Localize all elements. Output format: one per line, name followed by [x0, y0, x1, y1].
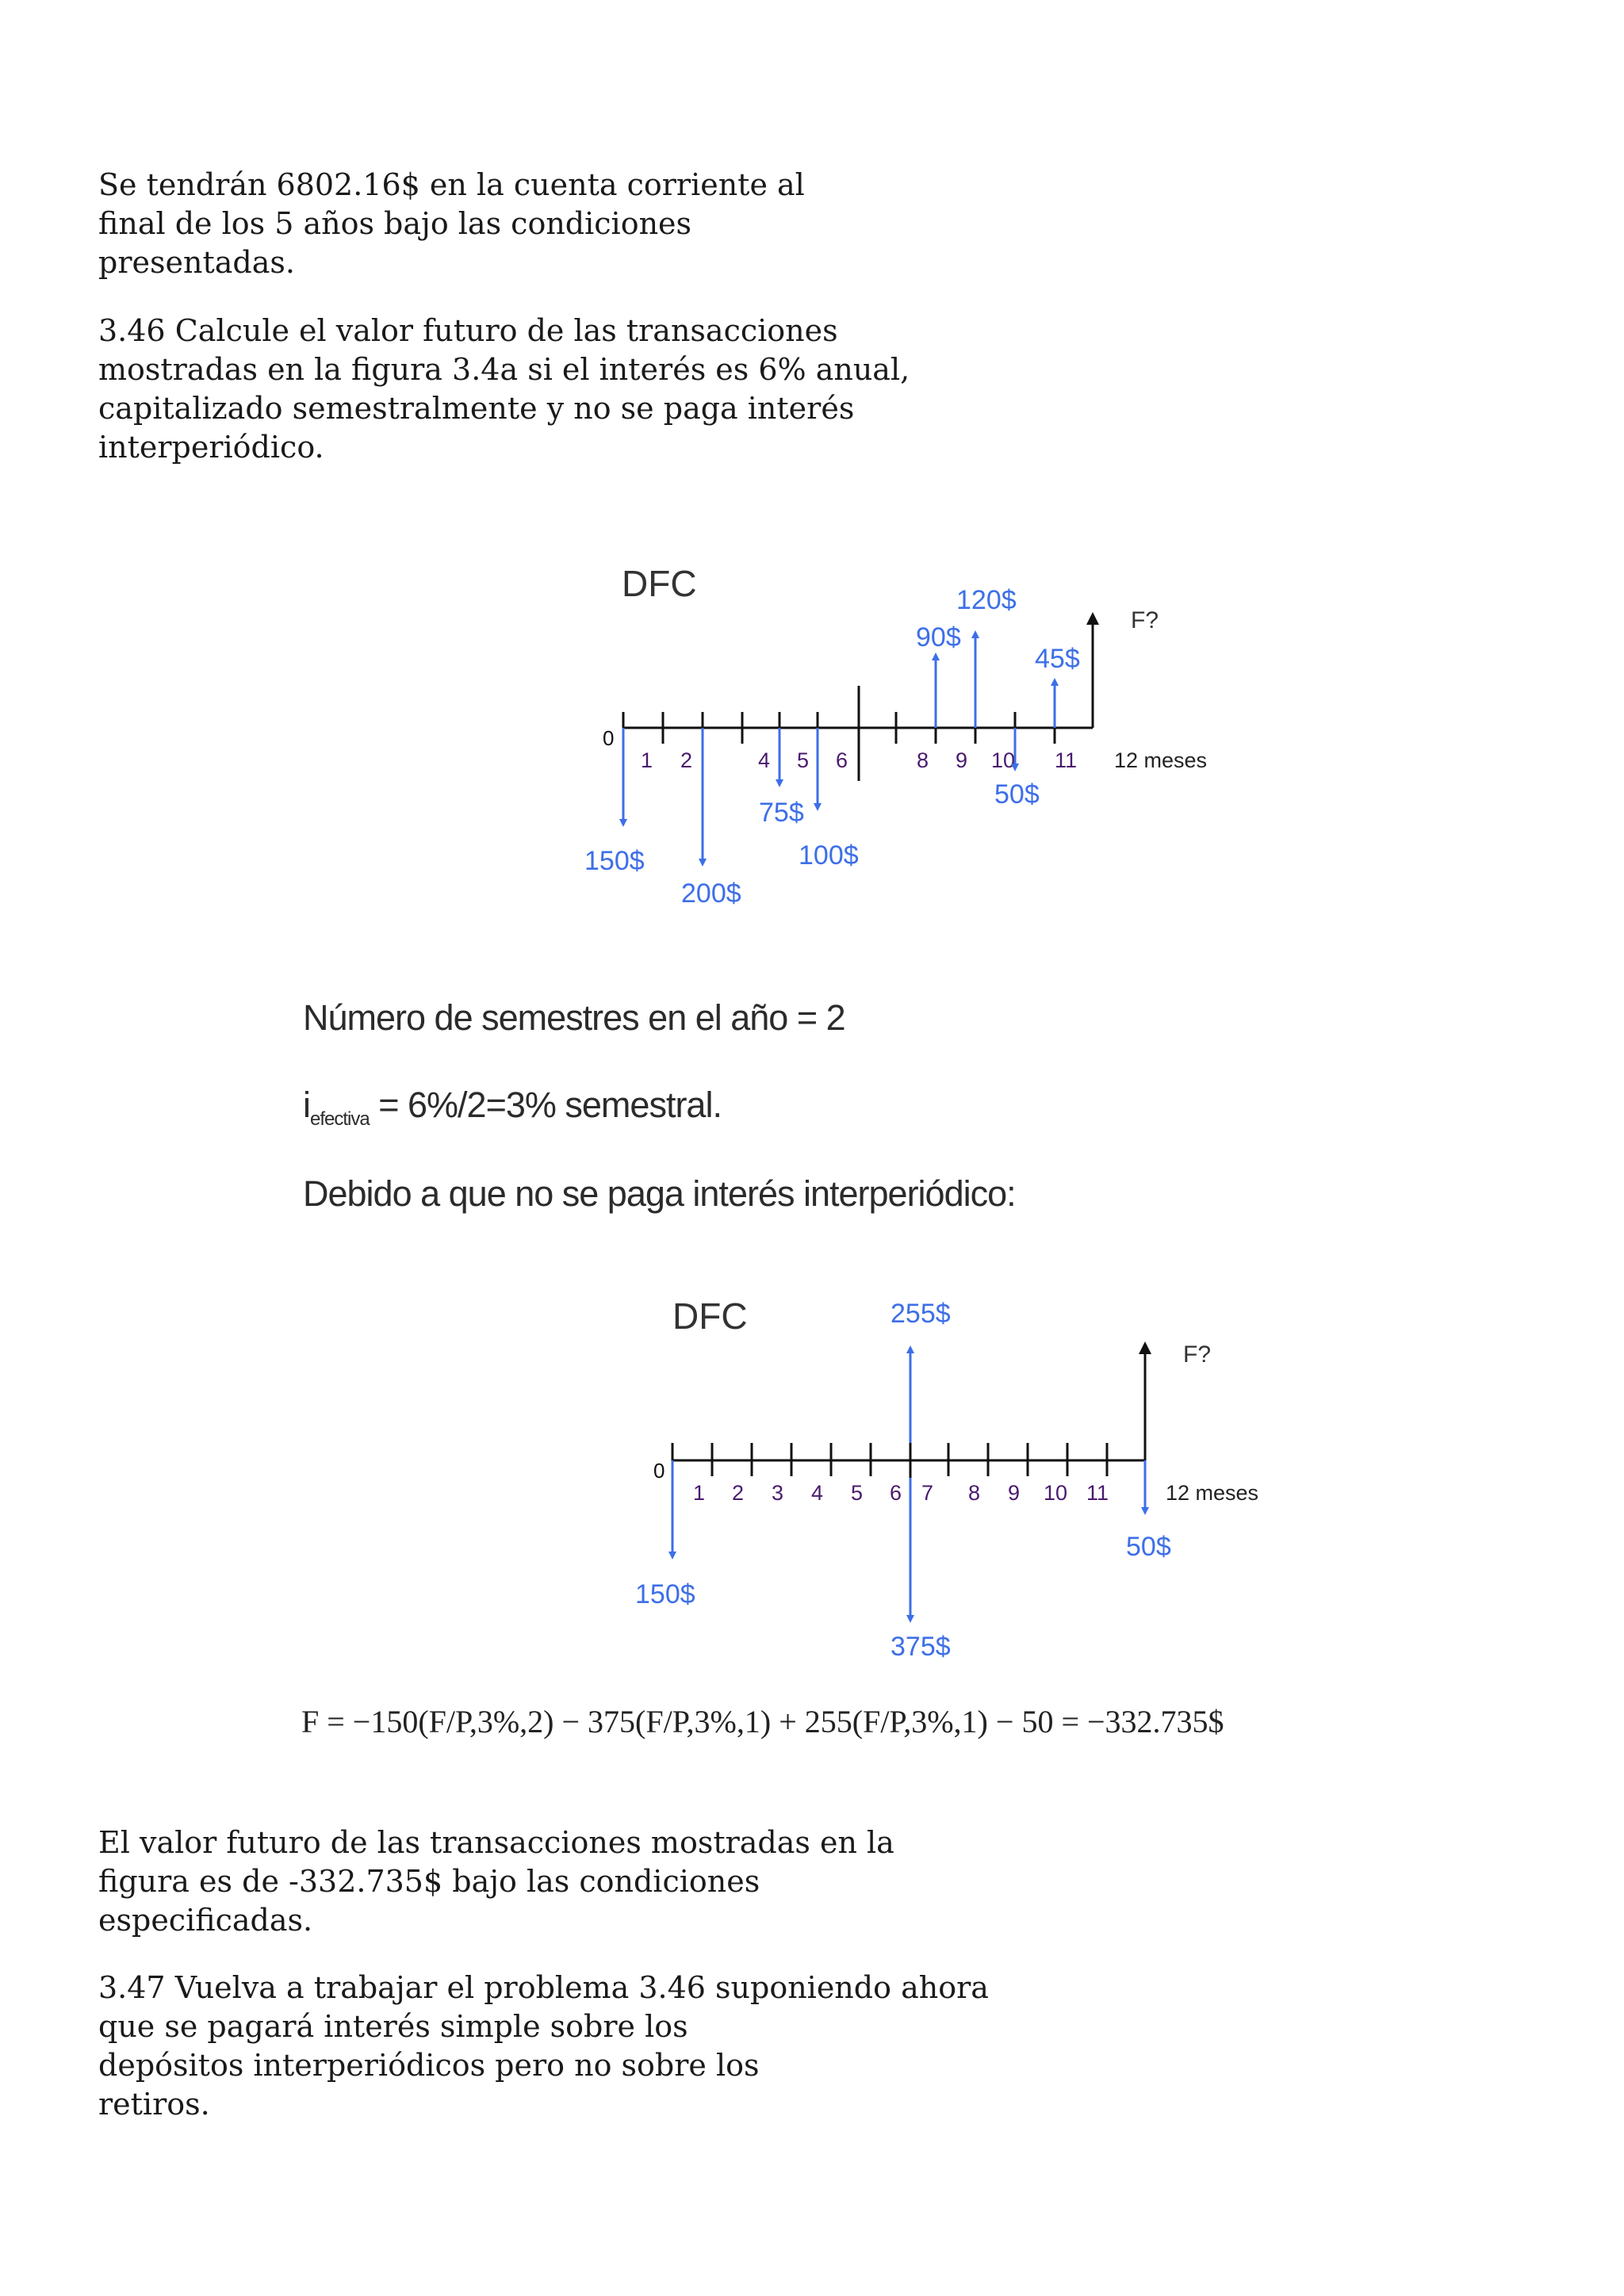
- diagram2-tick-6: 6: [890, 1481, 902, 1505]
- diagram2-tick-4: 4: [811, 1481, 824, 1505]
- intro-line-2: final de los 5 años bajo las condiciones: [98, 206, 692, 241]
- intro-line-3: presentadas.: [98, 245, 295, 280]
- diagram1-amount-45: 45$: [1035, 644, 1080, 674]
- diagram1-tick-9: 9: [956, 748, 968, 772]
- diagram2-tick-9: 9: [1008, 1481, 1021, 1505]
- problem-346-line-3: capitalizado semestralmente y no se paga interés: [98, 391, 855, 426]
- problem-347-statement: [98, 1969, 989, 2124]
- diagram2-amount-375: 375$: [891, 1632, 951, 1662]
- diagram1-tick-10: 10: [991, 748, 1016, 772]
- diagram1-tick-8: 8: [917, 748, 929, 772]
- diagram2-amounts: [635, 1299, 1171, 1662]
- effective-rate-note: [303, 1085, 722, 1131]
- conclusion-paragraph: [98, 1823, 894, 1940]
- diagram1-amount-90: 90$: [916, 622, 961, 652]
- problem-346-line-2: mostradas en la figura 3.4a si el interés es 6% anual,: [98, 352, 910, 387]
- diagram2-tick-labels: [693, 1481, 1109, 1505]
- diagram2-tick-3: 3: [772, 1481, 784, 1505]
- semesters-text: Número de semestres en el año = 2: [303, 997, 845, 1038]
- rate-value: = 6%/2=3% semestral.: [378, 1085, 722, 1125]
- diagram2-tick-1: 1: [693, 1481, 706, 1505]
- diagram2-title: DFC: [672, 1295, 748, 1337]
- diagram2-amount-150: 150$: [635, 1579, 695, 1609]
- problem-347-line-3: depósitos interperiódicos pero no sobre los: [98, 2048, 760, 2083]
- diagram2-tick-11: 11: [1086, 1481, 1109, 1505]
- diagram1-amount-120: 120$: [956, 585, 1017, 615]
- intro-line-1: Se tendrán 6802.16$ en la cuenta corriente al: [98, 167, 805, 202]
- diagram2-amount-255: 255$: [891, 1299, 951, 1329]
- diagram1-title: DFC: [622, 563, 697, 604]
- diagram2-future-label: F?: [1183, 1341, 1212, 1368]
- diagram1-tick-2: 2: [680, 748, 693, 772]
- problem-346-line-1: 3.46 Calcule el valor futuro de las transacciones: [98, 313, 838, 348]
- diagram1-zero-label: 0: [603, 726, 615, 750]
- diagram1-future-label: F?: [1131, 607, 1159, 633]
- diagram1-amount-150: 150$: [584, 846, 645, 876]
- diagram1-tick-6: 6: [836, 748, 848, 772]
- future-value-formula: [301, 1703, 1224, 1740]
- semesters-note: [303, 997, 845, 1039]
- diagram1-amounts: [584, 585, 1080, 909]
- diagram1-tick-4: 4: [758, 748, 771, 772]
- problem-347-line-4: retiros.: [98, 2087, 210, 2122]
- problem-346-line-4: interperiódico.: [98, 430, 324, 465]
- problem-347-line-1: 3.47 Vuelva a trabajar el problema 3.46 suponiendo ahora: [98, 1970, 989, 2005]
- diagram1-amount-100: 100$: [799, 840, 859, 871]
- diagram1-tick-5: 5: [797, 748, 810, 772]
- formula-text: F = −150(F/P,3%,2) − 375(F/P,3%,1) + 255(F/P,3%,1) − 50 = −332.735$: [301, 1704, 1224, 1739]
- rate-symbol: i: [303, 1085, 310, 1125]
- problem-347-line-2: que se pagará interés simple sobre los: [98, 2009, 688, 2044]
- conclusion-line-3: especificadas.: [98, 1903, 313, 1938]
- conclusion-line-2: figura es de -332.735$ bajo las condiciones: [98, 1864, 760, 1899]
- diagram2-tick-8: 8: [968, 1481, 981, 1505]
- conclusion-line-1: El valor futuro de las transacciones mostradas en la: [98, 1825, 894, 1860]
- diagram2-zero-label: 0: [653, 1459, 665, 1483]
- interperiodic-text: Debido a que no se paga interés interperiódico:: [303, 1173, 1016, 1214]
- diagram2-axis-end-label: 12 meses: [1166, 1481, 1259, 1505]
- diagram1-amount-75: 75$: [759, 798, 804, 828]
- diagram1-tick-11: 11: [1055, 748, 1078, 772]
- diagram1-axis-end-label: 12 meses: [1114, 748, 1208, 772]
- rate-subscript: efectiva: [310, 1108, 370, 1130]
- diagram2-amount-50: 50$: [1126, 1532, 1171, 1562]
- diagram1-amount-50: 50$: [994, 779, 1040, 809]
- diagram2-tick-10: 10: [1044, 1481, 1068, 1505]
- diagram2-tick-5: 5: [851, 1481, 864, 1505]
- diagram1-amount-200: 200$: [681, 878, 741, 909]
- diagram2-tick-7: 7: [921, 1481, 934, 1505]
- cash-flow-diagram-2: [635, 1295, 1258, 1662]
- diagram2-tick-2: 2: [732, 1481, 745, 1505]
- interperiodic-note: [303, 1173, 1016, 1215]
- diagram1-tick-1: 1: [641, 748, 653, 772]
